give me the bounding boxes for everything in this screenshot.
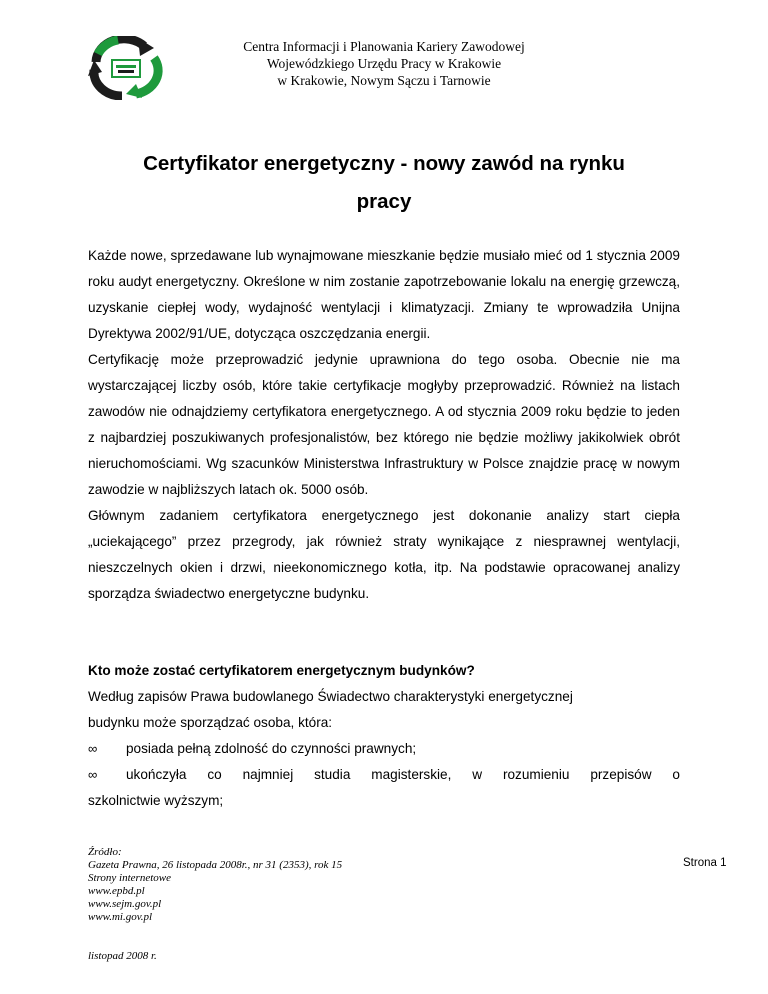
header-line-1: Centra Informacji i Planowania Kariery Zawodowej — [243, 39, 525, 54]
header-line-2: Wojewódzkiego Urzędu Pracy w Krakowie — [266, 56, 502, 71]
document-title — [88, 145, 680, 221]
source-line: Gazeta Prawna, 26 listopada 2008r., nr 31 (2353), rok 15 — [88, 859, 343, 871]
paragraph-2: Certyfikację może przeprowadzić jedynie uprawniona do tego osoba. Obecnie nie ma wystarczającej liczby osób, które takie certyfikacje mogłyby przeprowadzić. Również na listach zawodów nie odnajdziemy certyfikatora energetycznego. A od stycznia 2009 roku będzie to jeden z najbardziej poszukiwanych profesjonalistów, bez którego nie będzie możliwy jakikolwiek obrót nieruchomościami. Wg szacunków Ministerstwa Infrastruktury w Polsce znajdzie pracę w nowym zawodzie w najbliższych latach ok. 5000 osób. — [88, 352, 680, 497]
section-heading: Kto może zostać certyfikatorem energetycznym budynków? — [88, 663, 475, 678]
list-item — [88, 762, 680, 788]
paragraph-1: Każde nowe, sprzedawane lub wynajmowane mieszkanie będzie musiało mieć od 1 stycznia 2009 roku audyt energetyczny. Określone w nim zostanie zapotrzebowanie lokalu na energię grzewczą, uzyskanie ciepłej wody, wydajność wentylacji i klimatyzacji. Zmiany te wprowadziła Unijna Dyrektywa 2002/91/UE, dotycząca oszczędzania energii. — [88, 248, 680, 341]
bullet-text: ukończyła co najmniej studia magisterskie, w rozumieniu przepisów o — [126, 767, 680, 782]
list-item — [88, 736, 680, 762]
document-header — [180, 38, 588, 89]
document-date: listopad 2008 r. — [88, 950, 157, 962]
bullet-symbol: ∞ — [88, 767, 98, 782]
section-intro-line-2: budynku może sporządzać osoba, która: — [88, 715, 333, 730]
source-footer — [88, 846, 342, 963]
source-link: www.mi.gov.pl — [88, 911, 153, 923]
qualification-section — [88, 658, 680, 814]
section-intro-line-1: Według zapisów Prawa budowlanego Świadectwo charakterystyki energetycznej — [88, 689, 573, 704]
bullet-symbol: ∞ — [88, 741, 98, 756]
source-link: www.epbd.pl — [88, 885, 145, 897]
bullet-text: posiada pełną zdolność do czynności prawnych; — [126, 741, 417, 756]
page-number: Strona 1 — [683, 857, 727, 869]
article-body — [88, 243, 680, 607]
source-label: Źródło: — [88, 846, 122, 858]
source-link: www.sejm.gov.pl — [88, 898, 162, 910]
header-line-3: w Krakowie, Nowym Sączu i Tarnowie — [277, 73, 491, 88]
source-line: Strony internetowe — [88, 872, 171, 884]
title-line-1: Certyfikator energetyczny - nowy zawód na rynku — [143, 152, 625, 175]
title-line-2: pracy — [356, 190, 412, 213]
bullet-text-continuation: szkolnictwie wyższym; — [88, 793, 224, 808]
paragraph-3: Głównym zadaniem certyfikatora energetycznego jest dokonanie analizy start ciepła „uciekającego” przez przegrody, jak również straty wynikające z niesprawnej wentylacji, nieszczelnych okien i drzwi, nieekonomicznego kotła, itp. Na podstawie opracowanej analizy sporządza świadectwo energetyczne budynku. — [88, 508, 680, 601]
organization-logo — [88, 36, 164, 100]
